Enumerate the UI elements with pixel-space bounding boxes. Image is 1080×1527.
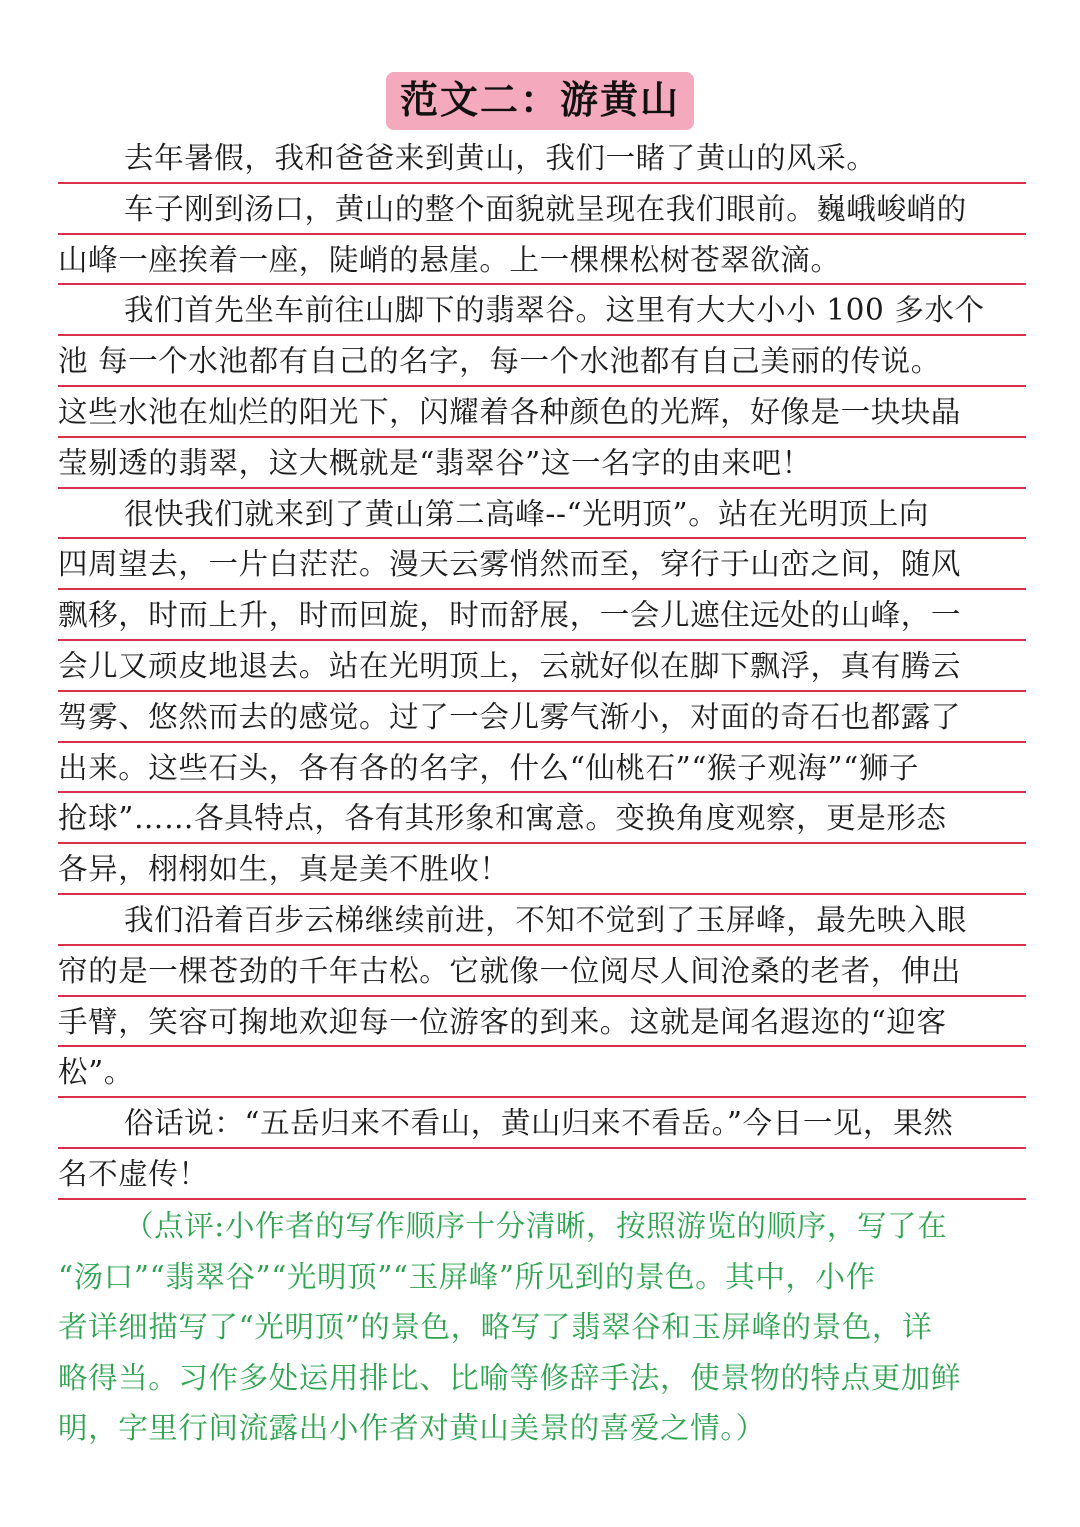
essay-line: 山峰一座挨着一座，陡峭的悬崖。上一棵棵松树苍翠欲滴。 [58, 235, 1026, 286]
comment-line: （点评:小作者的写作顺序十分清晰，按照游览的顺序，写了在 [124, 1209, 948, 1243]
essay-body [58, 133, 1026, 1200]
essay-line: 我们沿着百步云梯继续前进，不知不觉到了玉屏峰，最先映入眼 [58, 895, 1026, 946]
essay-line: 手臂，笑容可掬地欢迎每一位游客的到来。这就是闻名遐迩的“迎客 [58, 997, 1026, 1048]
essay-line: 四周望去，一片白茫茫。漫天云雾悄然而至，穿行于山峦之间，随风 [58, 539, 1026, 590]
essay-line: 出来。这些石头，各有各的名字，什么“仙桃石”“猴子观海”“狮子 [58, 743, 1026, 794]
essay-line: 抢球”……各具特点，各有其形象和寓意。变换角度观察，更是形态 [58, 793, 1026, 844]
page-title: 范文二：游黄山 [386, 72, 694, 130]
essay-line: 车子刚到汤口，黄山的整个面貌就呈现在我们眼前。巍峨峻峭的 [58, 184, 1026, 235]
essay-line: 这些水池在灿烂的阳光下，闪耀着各种颜色的光辉，好像是一块块晶 [58, 387, 1026, 438]
essay-line: 松”。 [58, 1047, 1026, 1098]
title-container [0, 72, 1080, 130]
essay-line: 池 每一个水池都有自己的名字，每一个水池都有自己美丽的传说。 [58, 336, 1026, 387]
essay-line: 很快我们就来到了黄山第二高峰--“光明顶”。站在光明顶上向 [58, 489, 1026, 540]
essay-line: 各异，栩栩如生，真是美不胜收！ [58, 844, 1026, 895]
essay-line: 会儿又顽皮地退去。站在光明顶上，云就好似在脚下飘浮，真有腾云 [58, 641, 1026, 692]
essay-line: 俗话说：“五岳归来不看山，黄山归来不看岳。”今日一见，果然 [58, 1098, 1026, 1149]
essay-line: 帘的是一棵苍劲的千年古松。它就像一位阅尽人间沧桑的老者，伸出 [58, 946, 1026, 997]
essay-line: 莹剔透的翡翠，这大概就是“翡翠谷”这一名字的由来吧！ [58, 438, 1026, 489]
essay-line: 我们首先坐车前往山脚下的翡翠谷。这里有大大小小 100 多水个 [58, 285, 1026, 336]
comment-line: “汤口”“翡翠谷”“光明顶”“玉屏峰”所见到的景色。其中，小作 [58, 1259, 876, 1294]
essay-line: 去年暑假，我和爸爸来到黄山，我们一睹了黄山的风采。 [58, 133, 1026, 184]
comment-line: 明，字里行间流露出小作者对黄山美景的喜爱之情。） [58, 1411, 766, 1446]
teacher-comment [58, 1201, 1026, 1454]
essay-line: 驾雾、悠然而去的感觉。过了一会儿雾气渐小，对面的奇石也都露了 [58, 692, 1026, 743]
comment-line: 者详细描写了“光明顶”的景色，略写了翡翠谷和玉屏峰的景色，详 [58, 1310, 933, 1345]
comment-line: 略得当。习作多处运用排比、比喻等修辞手法，使景物的特点更加鲜 [58, 1360, 962, 1395]
essay-line: 名不虚传！ [58, 1149, 1026, 1200]
essay-line: 飘移，时而上升，时而回旋，时而舒展，一会儿遮住远处的山峰，一 [58, 590, 1026, 641]
